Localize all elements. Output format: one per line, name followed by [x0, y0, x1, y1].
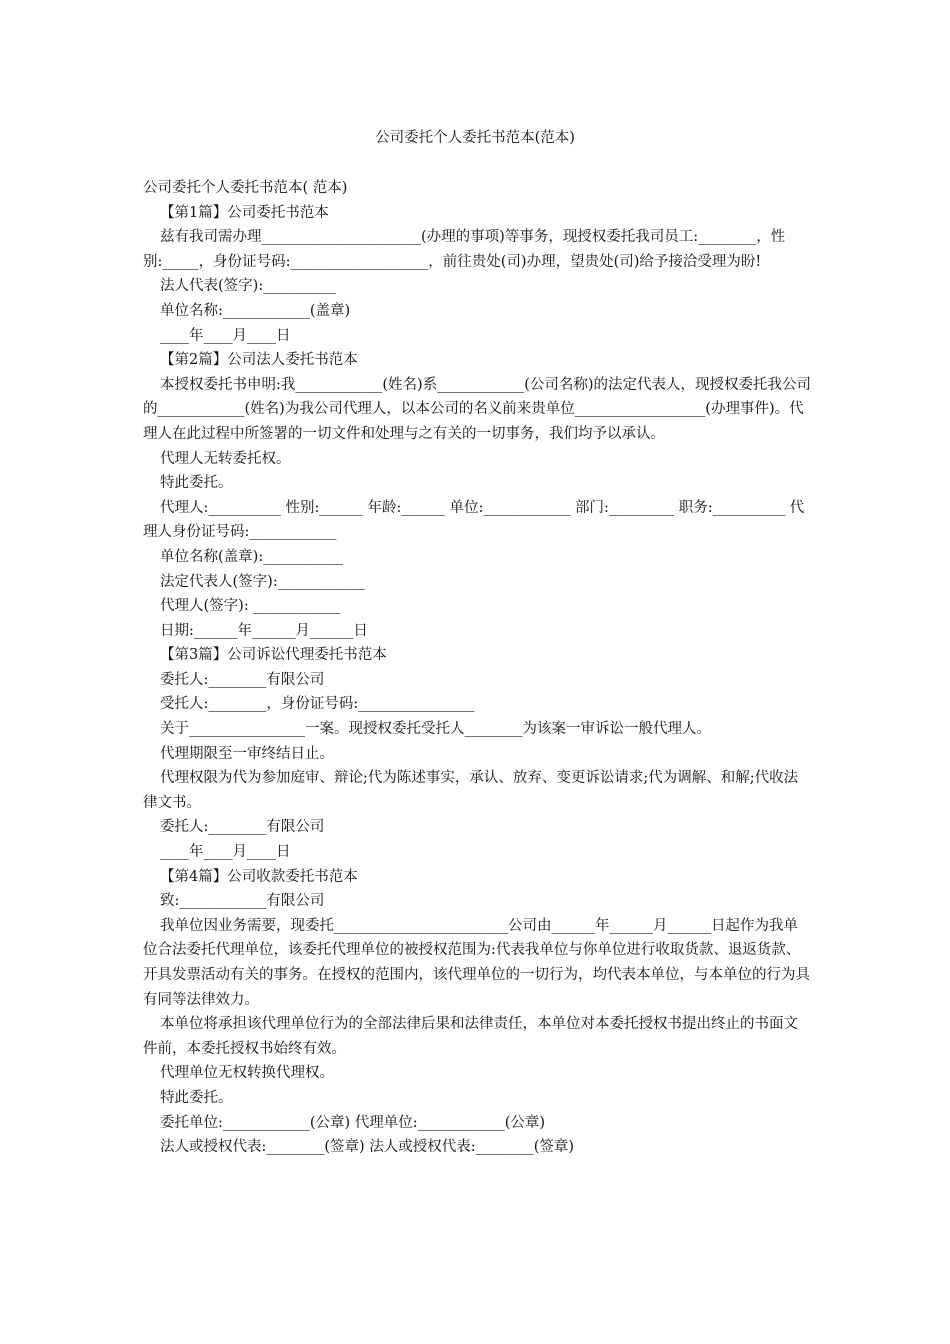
signature-line: 法定代表人(签字):____________: [160, 573, 365, 590]
form-line: 受托人:________，身份证号码:________________: [160, 696, 475, 713]
paragraph: 代理权限为代为参加庭审、辩论;代为陈述事实，承认、放弃、变更诉讼请求;代为调解、和解;代收法律文书。: [143, 770, 799, 811]
paragraph: 代理期限至一审终结日止。: [160, 745, 334, 762]
signature-line: 单位名称(盖章):___________: [160, 548, 343, 565]
paragraph: 本授权委托书申明:我____________(姓名)系____________(公司名称)的法定代表人，现授权委托我公司的____________(姓名)为我公司代理人，以本公司的名义前来贵单位__________________(办理事件)。代理人在此过程中所签署的一切文件和处理与之有关的一切事务，我们均予以承认。: [143, 376, 812, 442]
section-heading-4: 【第4篇】公司收款委托书范本: [160, 868, 358, 885]
paragraph: 本单位将承担该代理单位行为的全部法律后果和法律责任，本单位对本委托授权书提出终止的书面文件前，本委托授权书始终有效。: [143, 1016, 798, 1057]
date-line: ____年____月____日: [160, 844, 291, 861]
paragraph: 特此委托。: [160, 475, 233, 492]
signature-line: 法人或授权代表:________(签章) 法人或授权代表:________(签章): [160, 1139, 575, 1156]
signature-line: 委托单位:____________(公章) 代理单位:____________(公章): [160, 1114, 546, 1131]
form-line: 代理人:__________ 性别:______ 年龄:______ 单位:____________ 部门:_________ 职务:__________ 代理人身份证号码:____________: [143, 499, 805, 541]
section-heading-3: 【第3篇】公司诉讼代理委托书范本: [160, 647, 387, 664]
document-title: 公司委托个人委托书范本(范本): [375, 130, 575, 146]
date-line: ____年____月____日: [160, 327, 291, 344]
section-heading-2: 【第2篇】公司法人委托书范本: [160, 352, 358, 369]
paragraph: 代理人无转委托权。: [160, 450, 291, 467]
form-line: 致:____________有限公司: [160, 893, 325, 910]
doc-subtitle: 公司委托个人委托书范本( 范本): [143, 180, 348, 196]
signature-line: 单位名称:____________(盖章): [160, 302, 351, 319]
paragraph: 特此委托。: [160, 1089, 233, 1106]
paragraph: 代理单位无权转换代理权。: [160, 1065, 334, 1082]
document-body: [143, 176, 811, 1160]
form-line: 委托人:________有限公司: [160, 671, 325, 688]
signature-line: 委托人:________有限公司: [160, 819, 325, 836]
paragraph: 兹有我司需办理______________________(办理的事项)等事务，现授权委托我司员工:________，性别:_____，身份证号码:___________________，前往贵处(司)办理，望贵处(司)给予接洽受理为盼!: [143, 229, 786, 270]
paragraph: 关于________________一案。现授权委托受托人________为该案一审诉讼一般代理人。: [160, 721, 711, 738]
date-line: 日期:______年______月______日: [160, 622, 368, 639]
signature-line: 法人代表(签字):__________: [160, 278, 336, 295]
section-heading-1: 【第1篇】公司委托书范本: [160, 204, 329, 221]
paragraph: 我单位因业务需要，现委托________________________公司由______年______月______日起作为我单位合法委托代理单位，该委托代理单位的被授权范围为:代表我单位与你单位进行收取货款、退返货款、开具发票活动有关的事务。在授权的范围内，该代理单位的一切行为，均代表本单位，与本单位的行为具有同等法律效力。: [143, 917, 810, 1008]
signature-line: 代理人(签字): ____________: [160, 598, 341, 615]
